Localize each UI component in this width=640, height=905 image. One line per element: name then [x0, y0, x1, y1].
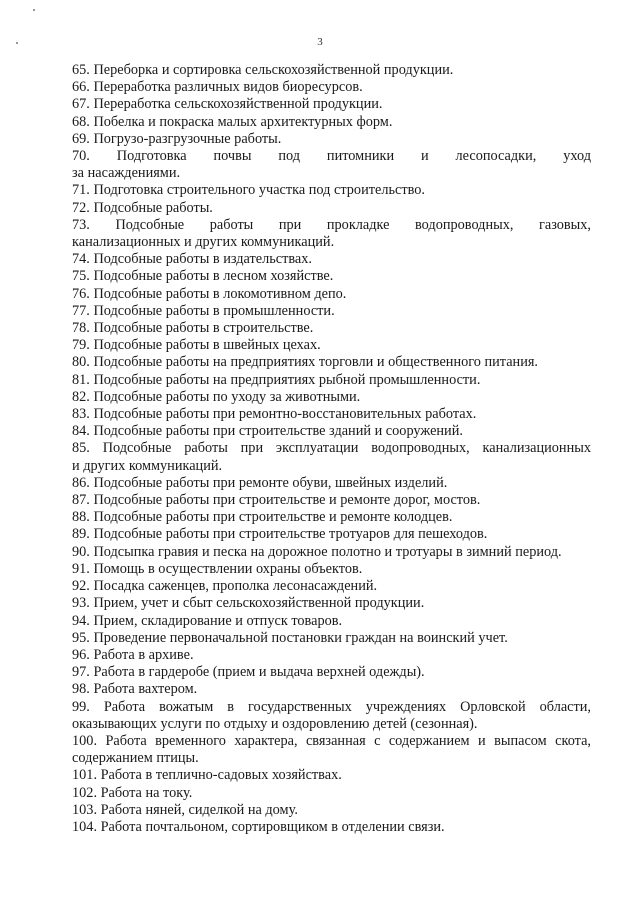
list-item [72, 526, 591, 543]
list-item [72, 268, 591, 285]
list-item-text: 94. Прием, складирование и отпуск товаров. [72, 612, 343, 629]
list-item-text: 93. Прием, учет и сбыт сельскохозяйственной продукции. [72, 595, 425, 612]
list-item [72, 182, 591, 199]
list-item [72, 509, 591, 526]
list-item-text: 100. Работа временного характера, связанная с содержанием и выпасом скота, [72, 732, 591, 749]
list-item [72, 389, 591, 406]
list-item-text: 72. Подсобные работы. [72, 199, 213, 216]
list-item [72, 699, 591, 733]
list-item [72, 148, 591, 182]
list-item [72, 664, 591, 681]
list-item-text: 69. Погрузо-разгрузочные работы. [72, 130, 282, 147]
list-item-text: 102. Работа на току. [72, 784, 193, 801]
list-item-text: 71. Подготовка строительного участка под строительство. [72, 182, 425, 199]
list-item [72, 613, 591, 630]
list-item-text: 86. Подсобные работы при ремонте обуви, швейных изделий. [72, 474, 448, 491]
list-item-text: 103. Работа няней, сиделкой на дому. [72, 801, 298, 818]
list-item [72, 630, 591, 647]
list-item-text: 77. Подсобные работы в промышленности. [72, 302, 335, 319]
list-item [72, 475, 591, 492]
list-item-text: 78. Подсобные работы в строительстве. [72, 320, 314, 337]
list-item-text: 89. Подсобные работы при строительстве тротуаров для пешеходов. [72, 526, 488, 543]
list-item-text: 79. Подсобные работы в швейных цехах. [72, 337, 321, 354]
list-item [72, 578, 591, 595]
list-item [72, 200, 591, 217]
list-item-text: 101. Работа в теплично-садовых хозяйствах. [72, 767, 342, 784]
list-item [72, 647, 591, 664]
list-item [72, 767, 591, 784]
list-item-text: 95. Проведение первоначальной постановки граждан на воинский учет. [72, 629, 508, 646]
list-item [72, 62, 591, 79]
list-item [72, 561, 591, 578]
list-item-text: 65. Переборка и сортировка сельскохозяйственной продукции. [72, 62, 454, 78]
list-item [72, 802, 591, 819]
list-item-text: 98. Работа вахтером. [72, 681, 198, 698]
list-item [72, 337, 591, 354]
list-item-continuation: за насаждениями. [72, 165, 181, 182]
list-item-text: 66. Переработка различных видов биоресурсов. [72, 79, 363, 96]
list-item-text: 82. Подсобные работы по уходу за животными. [72, 388, 361, 405]
list-item-text: 68. Побелка и покраска малых архитектурных форм. [72, 113, 393, 130]
list-item-text: 92. Посадка саженцев, прополка лесонасаждений. [72, 578, 378, 595]
list-item-text: 99. Работа вожатым в государственных учреждениях Орловской области, [72, 698, 591, 715]
list-item-text: 74. Подсобные работы в издательствах. [72, 251, 312, 268]
list-item-text: 76. Подсобные работы в локомотивном депо. [72, 285, 347, 302]
list-item-text: 70. Подготовка почвы под питомники и лесопосадки, уход [72, 148, 591, 165]
list-item-text: 96. Работа в архиве. [72, 646, 194, 663]
list-item-text: 97. Работа в гардеробе (прием и выдача верхней одежды). [72, 664, 425, 681]
list-item [72, 286, 591, 303]
list-item-text: 87. Подсобные работы при строительстве и ремонте дорог, мостов. [72, 492, 481, 509]
list-item-text: 80. Подсобные работы на предприятиях торговли и общественного питания. [72, 354, 539, 371]
list-item [72, 251, 591, 268]
list-item [72, 320, 591, 337]
list-item-text: 75. Подсобные работы в лесном хозяйстве. [72, 268, 334, 285]
page-number: 3 [317, 36, 323, 48]
list-item [72, 303, 591, 320]
list-item [72, 114, 591, 131]
list-item-text: 90. Подсыпка гравия и песка на дорожное полотно и тротуары в зимний период. [72, 543, 562, 560]
list-item-text: 104. Работа почтальоном, сортировщиком в отделении связи. [72, 818, 445, 835]
scan-speck [33, 9, 35, 11]
list-item-text: 85. Подсобные работы при эксплуатации водопроводных, канализационных [72, 440, 591, 457]
list-item [72, 440, 591, 474]
list-item-text: 88. Подсобные работы при строительстве и ремонте колодцев. [72, 509, 453, 526]
list-item [72, 96, 591, 113]
work-list [72, 62, 591, 836]
list-item [72, 79, 591, 96]
list-item-text: 81. Подсобные работы на предприятиях рыбной промышленности. [72, 371, 481, 388]
list-item [72, 733, 591, 767]
list-item [72, 131, 591, 148]
list-item-continuation: и других коммуникаций. [72, 457, 223, 474]
list-item [72, 681, 591, 698]
list-item-continuation: оказывающих услуги по отдыху и оздоровлению детей (сезонная). [72, 715, 478, 732]
list-item [72, 354, 591, 371]
list-item [72, 492, 591, 509]
list-item [72, 217, 591, 251]
list-item-continuation: канализационных и других коммуникаций. [72, 234, 335, 251]
list-item-text: 73. Подсобные работы при прокладке водопроводных, газовых, [72, 216, 591, 233]
list-item [72, 785, 591, 802]
list-item-text: 67. Переработка сельскохозяйственной продукции. [72, 96, 383, 113]
list-item [72, 372, 591, 389]
list-item-text: 91. Помощь в осуществлении охраны объектов. [72, 560, 363, 577]
list-item-text: 84. Подсобные работы при строительстве зданий и сооружений. [72, 423, 463, 440]
list-item-continuation: содержанием птицы. [72, 750, 199, 767]
list-item [72, 819, 591, 836]
list-item [72, 544, 591, 561]
list-item [72, 595, 591, 612]
list-item [72, 406, 591, 423]
list-item [72, 423, 591, 440]
list-item-text: 83. Подсобные работы при ремонтно-восстановительных работах. [72, 406, 477, 423]
